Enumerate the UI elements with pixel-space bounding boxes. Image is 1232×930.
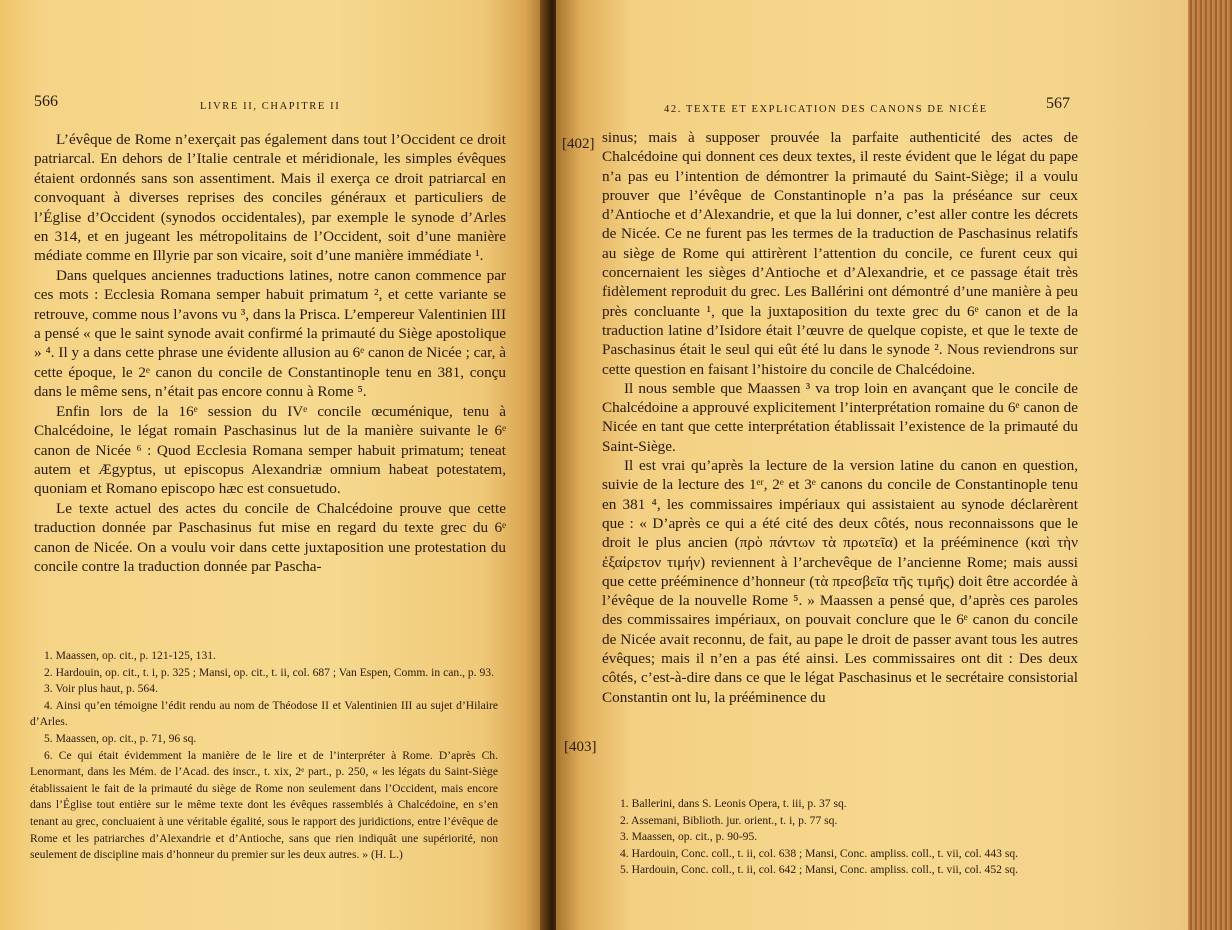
right-body-text [602, 128, 1078, 707]
right-footnote-1: 1. Ballerini, dans S. Leonis Opera, t. iii, p. 37 sq. [620, 797, 847, 810]
right-running-head: 42. TEXTE ET EXPLICATION DES CANONS DE NICÉE [664, 104, 988, 115]
right-footnote-2: 2. Assemani, Biblioth. jur. orient., t. i, p. 77 sq. [620, 813, 838, 827]
right-footnotes [606, 796, 1080, 879]
right-footnote-3: 3. Maassen, op. cit., p. 90-95. [620, 830, 758, 844]
left-footnote-6: 6. Ce qui était évidemment la manière de le lire et de l’interpréter à Rome. D’après Ch. Lenormant, dans les Mém. de l’Acad. des inscr., t. xix, 2ᵉ part., p. 250, « les légats du Saint-Siège établissaient le fait de la primauté du siège de Rome non seulement dans l’Occident, mais encore dans l’Église tout entière sur le même texte dont les évêques rassemblés à Chalcédoine, en s’en tenant au grec, concluaient à une véritable égalité, sous le rapport des juridictions, entre l’évêque de Rome et les patriarches d’Alexandrie et d’Antioche, sans que rien indiquât une supériorité, non seulement de discipline mais d’honneur du premier sur les deux autres. » (H. L.) [30, 748, 498, 862]
left-paragraph-2: Dans quelques anciennes traductions latines, notre canon commence par ces mots : Ecclesia Romana semper habuit primatum ², et cette variante se retrouve, comme nous l’avons vu ³, dans la Prisca. L’empereur Valentinien III a pensé « que le saint synode avait confirmé la primauté du Siège apostolique » ⁴. Il y a dans cette phrase une évidente allusion au 6ᵉ canon de Nicée ; car, à cette époque, le 2ᵉ canon du concile de Constantinople tenu en 381, conçu dans le même sens, n’était pas encore connu à Rome ⁵. [34, 266, 506, 401]
right-footnote-4: 4. Hardouin, Conc. coll., t. ii, col. 638 ; Mansi, Conc. ampliss. coll., t. vii, col. 443 sq. [620, 846, 1019, 860]
left-running-head: LIVRE II, CHAPITRE II [200, 101, 341, 112]
right-paragraph-3: Il est vrai qu’après la lecture de la version latine du canon en question, suivie de la lecture des 1ᵉʳ, 2ᵉ et 3ᵉ canons du concile de Constantinople tenu en 381 ⁴, les commissaires impériaux qui assistaient au synode déclarèrent que : « D’après ce qui a été cité des deux côtés, nous reconnaissons que le droit le plus ancien (πρὸ πάντων τὰ πρωτεῖα) et la prééminence (καὶ τὴν ἐξαίρετον τιμήν) reviennent à l’archevêque de l’ancienne Rome; mais aussi que cette prééminence d’honneur (τὰ πρεσβεῖα τῆς τιμῆς) doit être accordée à l’évêque de la nouvelle Rome ⁵. » Maassen a pensé que, d’après ces paroles des commissaires impériaux, on pouvait conclure que le 6ᵉ canon du concile de Nicée avait reconnu, de fait, au pape le droit de passer avant tous les autres évêques; mais il n’en a pas été ainsi. Les commissaires ont dit : Des deux côtés, c’est-à-dire dans ce que le légat Paschasinus et le secrétaire consistorial Constantin ont lu, la prééminence du [602, 457, 1078, 706]
left-paragraph-4: Le texte actuel des actes du concile de Chalcédoine prouve que cette traduction donnée par Paschasinus fut mise en regard du texte grec du 6ᵉ canon de Nicée. On a voulu voir dans cette juxtaposition une protestation du concile contre la traduction donnée par Pascha- [34, 499, 506, 575]
right-page [556, 0, 1188, 930]
left-footnote-2: 2. Hardouin, op. cit., t. i, p. 325 ; Mansi, op. cit., t. ii, col. 687 ; Van Espen, Comm. in can., p. 93. [44, 665, 494, 679]
left-footnote-3: 3. Voir plus haut, p. 564. [44, 682, 158, 696]
margin-ref-402: [402] [562, 136, 595, 152]
right-footnote-5: 5. Hardouin, Conc. coll., t. ii, col. 642 ; Mansi, Conc. ampliss. coll., t. vii, col. 452 sq. [620, 863, 1019, 877]
right-page-number: 567 [1046, 95, 1070, 112]
left-footnote-1: 1. Maassen, op. cit., p. 121-125, 131. [44, 649, 216, 662]
left-body-text [34, 130, 506, 576]
left-page [0, 0, 548, 930]
left-footnote-5: 5. Maassen, op. cit., p. 71, 96 sq. [44, 731, 197, 745]
page-edges [1188, 0, 1232, 930]
left-footnotes [30, 648, 498, 864]
right-paragraph-2: Il nous semble que Maassen ³ va trop loin en avançant que le concile de Chalcédoine a approuvé explicitement l’interprétation romaine du 6ᵉ canon de Nicée en tant que cette interprétation établissait l’existence de la primauté du Saint-Siège. [602, 379, 1078, 455]
right-paragraph-1: sinus; mais à supposer prouvée la parfaite authenticité des actes de Chalcédoine qui donnent ces deux textes, il reste évident que le légat du pape n’a pas eu l’intention de démontrer la primauté du Saint-Siège; il a voulu prouver que l’évêque de Constantinople n’a pas la préséance sur ceux d’Antioche et d’Alexandrie, et que la lui donner, c’est aller contre les décrets de Nicée. Ce ne furent pas les termes de la traduction de Paschasinus relatifs au siège de Rome qui attirèrent l’attention du concile, ce furent ceux qui concernaient les sièges d’Antioche et d’Alexandrie, et ce passage était très fidèlement reproduit du grec. Les Ballérini ont démontré d’une manière à peu près concluante ¹, que la juxtaposition du texte grec du 6ᵉ canon et de la traduction latine d’Isidore était l’œuvre de quelque copiste, et que le texte de Paschasinus était le seul qui eût été lu dans le synode ². Nous reviendrons sur cette question en faisant l’histoire du concile de Chalcédoine. [602, 129, 1078, 378]
left-paragraph-1: L’évêque de Rome n’exerçait pas également dans tout l’Occident ce droit patriarcal. En dehors de l’Italie centrale et méridionale, les simples évêques étaient ordonnés sans son assentiment. Mais il exerça ce droit patriarcal en convoquant à diverses reprises des conciles généraux et particuliers de l’Église d’Occident (synodos occidentales), par exemple le synode d’Arles en 314, et en jugeant les métropolitains de l’Occident, soit d’une manière médiate comme en Illyrie par son vicaire, soit d’une manière immédiate ¹. [34, 131, 506, 265]
left-paragraph-3: Enfin lors de la 16ᵉ session du IVᵉ concile œcuménique, tenu à Chalcédoine, le légat romain Paschasinus lut de la manière suivante le 6ᵉ canon de Nicée ⁶ : Quod Ecclesia Romana semper habuit primatum; teneat autem et Ægyptus, ut episcopus Alexandriæ omnium habeat potestatem, quoniam et Romano episcopo hæc est consuetudo. [34, 402, 506, 498]
left-page-number: 566 [34, 93, 58, 110]
margin-ref-403: [403] [564, 739, 597, 755]
left-footnote-4: 4. Ainsi qu’en témoigne l’édit rendu au nom de Théodose II et Valentinien III au sujet d’Hilaire d’Arles. [30, 698, 498, 729]
